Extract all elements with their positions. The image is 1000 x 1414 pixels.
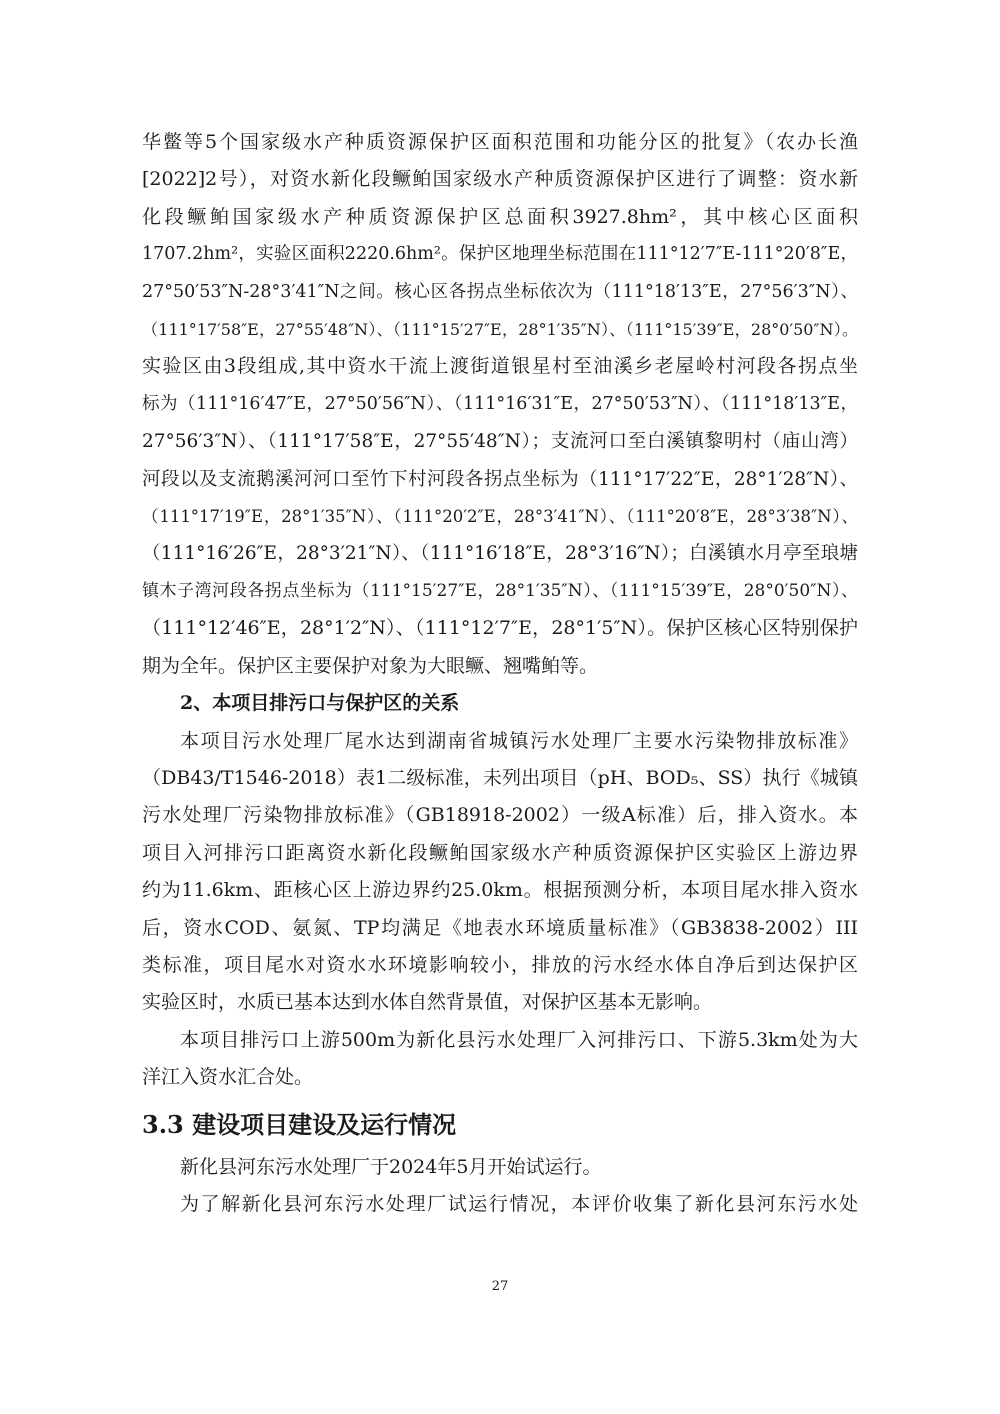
text-line: 本项目排污口上游500m为新化县污水处理厂入河排污口、下游5.3km处为大 xyxy=(180,1028,858,1051)
text-line: 类标准，项目尾水对资水水环境影响较小，排放的污水经水体自净后到达保护区 xyxy=(142,953,858,976)
text-line: （111°12′46″E，28°1′2″N）、（111°12′7″E，28°1′5″N）。保护区核心区特别保护 xyxy=(142,617,858,640)
text-line: 项目入河排污口距离资水新化段鳜鲌国家级水产种质资源保护区实验区上游边界 xyxy=(142,841,858,864)
text-line: 镇木子湾河段各拐点坐标为（111°15′27″E，28°1′35″N）、（111°15′39″E，28°0′50″N）、 xyxy=(142,580,858,601)
text-line: （111°17′58″E，27°55′48″N）、（111°15′27″E，28°1′35″N）、（111°15′39″E，28°0′50″N）。 xyxy=(142,320,858,340)
text-line: 污水处理厂污染物排放标准》（GB18918-2002）一级A标准）后，排入资水。本 xyxy=(142,804,858,827)
paragraph-operation-detail xyxy=(142,1186,858,1223)
text-line: 27°56′3″N）、（111°17′58″E，27°55′48″N）；支流河口至白溪镇黎明村（庙山湾） xyxy=(142,431,858,453)
page-number: 27 xyxy=(491,1279,509,1294)
paragraph-operation xyxy=(142,1149,858,1186)
text-line: 化段鳜鲌国家级水产种质资源保护区总面积3927.8hm²，其中核心区面积 xyxy=(142,205,858,228)
text-line: 本项目污水处理厂尾水达到湖南省城镇污水处理厂主要水污染物排放标准》 xyxy=(180,729,858,752)
section-title: 3.3 建设项目建设及运行情况 xyxy=(142,1109,457,1139)
text-line: 约为11.6km、距核心区上游边界约25.0km。根据预测分析，本项目尾水排入资水 xyxy=(142,879,858,902)
paragraph-outfall-relation xyxy=(142,723,858,1022)
text-line: 1707.2hm²，实验区面积2220.6hm²。保护区地理坐标范围在111°12′7″E-111°20′8″E， xyxy=(142,244,858,265)
body-text xyxy=(142,124,858,1223)
section-heading: 2、本项目排污口与保护区的关系 xyxy=(180,692,460,715)
text-line: 华鳖等5个国家级水产种质资源保护区面积范围和功能分区的批复》（农办长渔 xyxy=(142,131,858,153)
text-line: 后，资水COD、氨氮、TP均满足《地表水环境质量标准》（GB3838-2002）III xyxy=(142,916,858,939)
text-line: 为了解新化县河东污水处理厂试运行情况，本评价收集了新化县河东污水处 xyxy=(180,1192,858,1215)
text-line: 27°50′53″N-28°3′41″N之间。核心区各拐点坐标依次为（111°18′13″E，27°56′3″N）、 xyxy=(142,281,858,302)
text-line: （111°17′19″E，28°1′35″N）、（111°20′2″E，28°3′41″N）、（111°20′8″E，28°3′38″N）、 xyxy=(142,507,858,527)
text-line: [2022]2号），对资水新化段鳜鲌国家级水产种质资源保护区进行了调整：资水新 xyxy=(142,168,858,191)
text-line: 实验区由3段组成,其中资水干流上渡街道银星村至油溪乡老屋岭村河段各拐点坐 xyxy=(142,355,858,378)
text-line: 河段以及支流鹅溪河河口至竹下村河段各拐点坐标为（111°17′22″E，28°1′28″N）、 xyxy=(142,468,858,490)
text-line: 实验区时，水质已基本达到水体自然背景值，对保护区基本无影响。 xyxy=(142,991,713,1014)
text-line: 期为全年。保护区主要保护对象为大眼鳜、翘嘴鲌等。 xyxy=(142,654,599,677)
text-line: 新化县河东污水处理厂于2024年5月开始试运行。 xyxy=(180,1155,602,1178)
text-line: 标为（111°16′47″E，27°50′56″N）、（111°16′31″E，27°50′53″N）、（111°18′13″E， xyxy=(142,393,858,414)
text-line: 洋江入资水汇合处。 xyxy=(142,1066,314,1089)
text-line: （DB43/T1546-2018）表1二级标准，未列出项目（pH、BOD₅、SS）执行《城镇 xyxy=(142,766,858,789)
text-line: （111°16′26″E，28°3′21″N）、（111°16′18″E，28°3′16″N）；白溪镇水月亭至琅塘 xyxy=(142,543,858,565)
paragraph-outfall-location xyxy=(142,1022,858,1097)
paragraph-protected-area xyxy=(142,124,858,685)
